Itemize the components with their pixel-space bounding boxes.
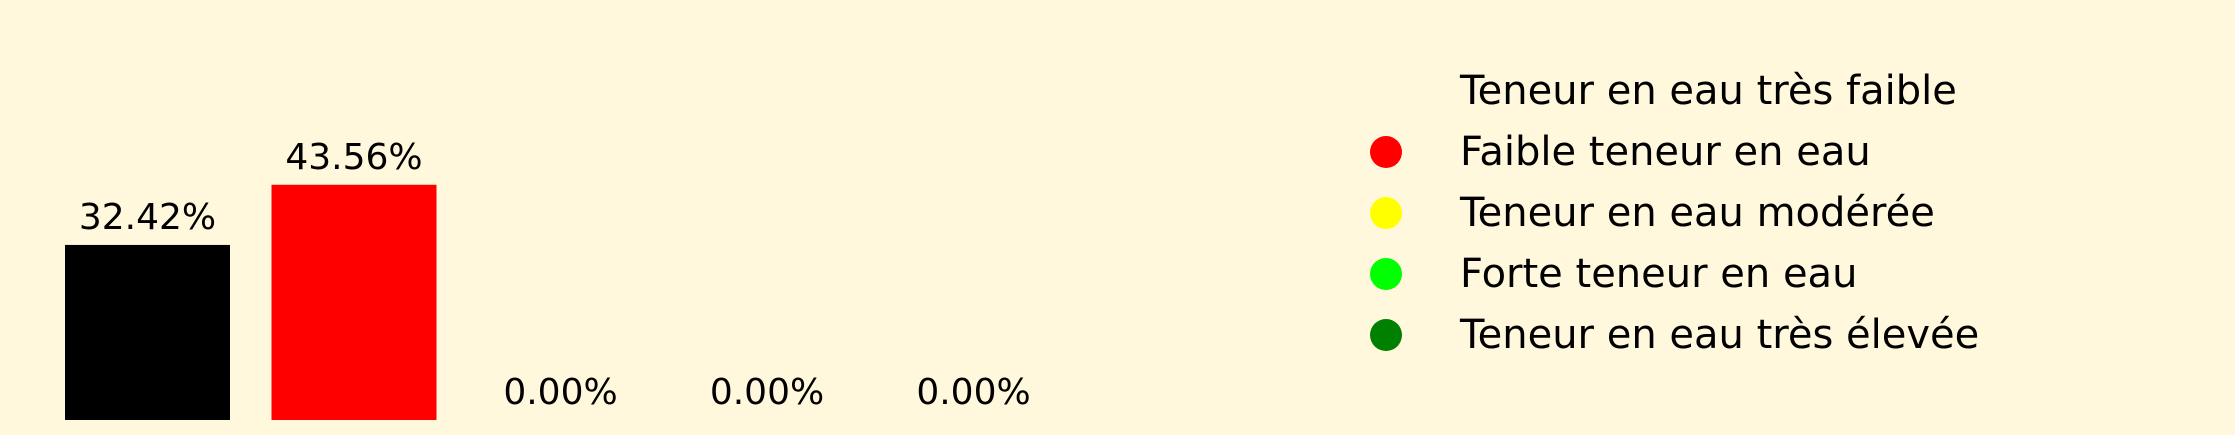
legend-label-moderate-water: Teneur en eau modérée (1460, 189, 1935, 236)
bar-2 (272, 185, 437, 420)
bar-value-label-2: 43.56% (285, 136, 423, 178)
legend-marker-high-water (1370, 258, 1402, 290)
legend-marker-very-low-water (1370, 75, 1402, 107)
legend-marker-very-high-water (1370, 319, 1402, 351)
legend-item-very-low-water (1362, 60, 1979, 121)
legend-marker-low-water (1370, 136, 1402, 168)
legend-label-very-low-water: Teneur en eau très faible (1460, 67, 1957, 114)
legend-label-low-water: Faible teneur en eau (1460, 128, 1871, 175)
legend-item-very-high-water (1362, 304, 1979, 365)
bar-value-label-5: 0.00% (916, 372, 1031, 413)
legend-label-very-high-water: Teneur en eau très élevée (1460, 311, 1980, 358)
legend-item-low-water (1362, 121, 1979, 182)
legend-item-moderate-water (1362, 182, 1979, 243)
bar-value-label-3: 0.00% (503, 372, 618, 413)
bar-value-label-4: 0.00% (709, 372, 825, 413)
legend-label-high-water: Forte teneur en eau (1460, 250, 1858, 297)
legend-item-high-water (1362, 243, 1979, 304)
bar-value-label-1: 32.42% (78, 196, 217, 238)
legend-marker-moderate-water (1370, 197, 1402, 229)
bar-1 (65, 245, 230, 420)
chart-legend (1362, 60, 1979, 365)
